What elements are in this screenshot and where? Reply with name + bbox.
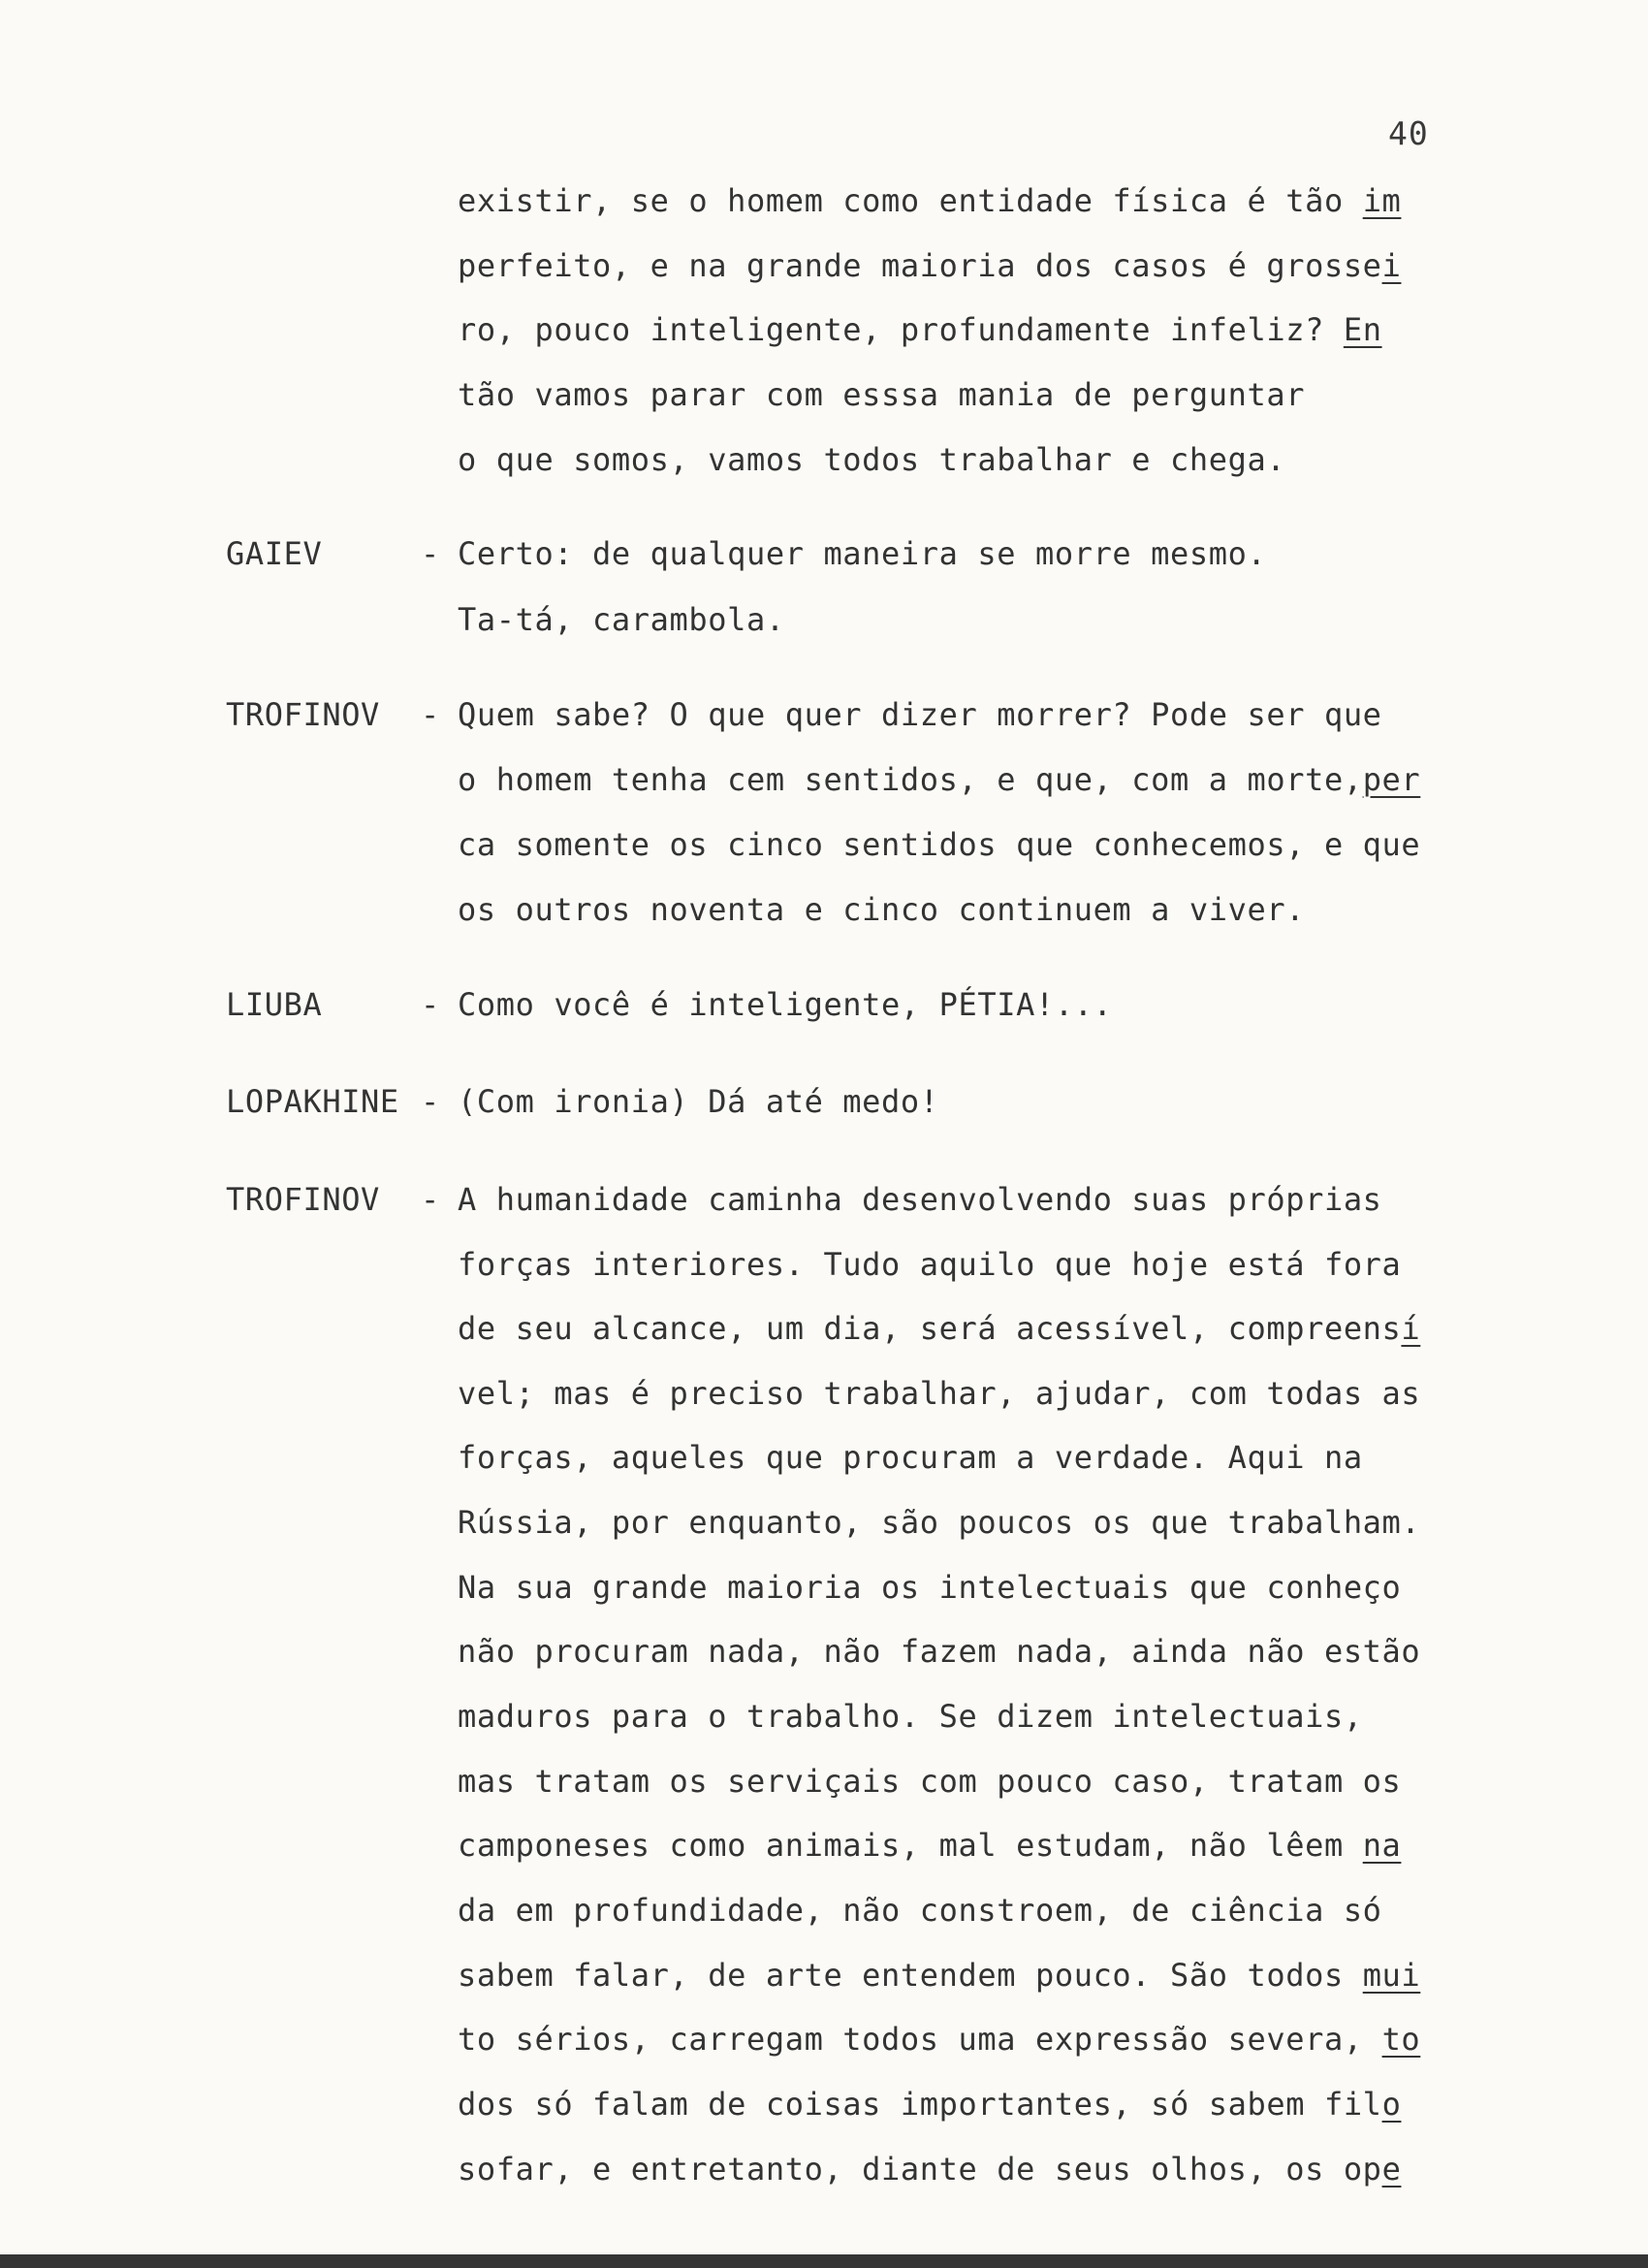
text-line: o homem tenha cem sentidos, e que, com a morte,per (458, 761, 1421, 798)
speaker-trofinov: TROFINOV (226, 696, 380, 733)
text-line: ro, pouco inteligente, profundamente infeliz? En (458, 311, 1382, 348)
dialogue-dash: - (421, 1083, 440, 1120)
text-line: Certo: de qualquer maneira se morre mesmo. (458, 535, 1267, 572)
speaker-liuba: LIUBA (226, 986, 323, 1023)
text-line: Rússia, por enquanto, são poucos os que trabalham. (458, 1504, 1421, 1541)
text-line: Ta-tá, carambola. (458, 601, 785, 638)
dialogue-dash: - (421, 696, 440, 733)
text-line: forças, aqueles que procuram a verdade. Aqui na (458, 1439, 1363, 1476)
text-line: dos só falam de coisas importantes, só sabem filo (458, 2086, 1402, 2123)
dialogue-dash: - (421, 1181, 440, 1218)
scan-bottom-edge (0, 2254, 1648, 2268)
text-line: Na sua grande maioria os intelectuais que conheço (458, 1569, 1402, 1606)
text-line: da em profundidade, não constroem, de ciência só (458, 1892, 1382, 1929)
dialogue-dash: - (421, 986, 440, 1023)
text-line: de seu alcance, um dia, será acessível, compreensí (458, 1310, 1421, 1347)
text-line: perfeito, e na grande maioria dos casos é grossei (458, 247, 1402, 284)
text-line: to sérios, carregam todos uma expressão severa, to (458, 2021, 1421, 2058)
speaker-trofinov: TROFINOV (226, 1181, 380, 1218)
text-line: tão vamos parar com esssa mania de perguntar (458, 376, 1306, 413)
page-number: 40 (1388, 114, 1429, 152)
text-line: ca somente os cinco sentidos que conhecemos, e que (458, 826, 1421, 863)
speaker-gaiev: GAIEV (226, 535, 323, 572)
speaker-lopakhine: LOPAKHINE (226, 1083, 399, 1120)
text-line: vel; mas é preciso trabalhar, ajudar, com todas as (458, 1375, 1421, 1412)
text-line: camponeses como animais, mal estudam, não lêem na (458, 1827, 1402, 1864)
text-line: não procuram nada, não fazem nada, ainda não estão (458, 1633, 1421, 1670)
text-line: sofar, e entretanto, diante de seus olhos, os ope (458, 2151, 1402, 2188)
dialogue-dash: - (421, 535, 440, 572)
text-line: A humanidade caminha desenvolvendo suas próprias (458, 1181, 1382, 1218)
text-line: forças interiores. Tudo aquilo que hoje está fora (458, 1246, 1402, 1283)
text-line: Quem sabe? O que quer dizer morrer? Pode ser que (458, 696, 1382, 733)
text-line: os outros noventa e cinco continuem a viver. (458, 891, 1306, 928)
text-line: mas tratam os serviçais com pouco caso, tratam os (458, 1763, 1402, 1800)
text-line: existir, se o homem como entidade física é tão im (458, 182, 1402, 219)
text-line: Como você é inteligente, PÉTIA!... (458, 986, 1113, 1023)
text-line: sabem falar, de arte entendem pouco. São todos mui (458, 1957, 1421, 1994)
text-line: maduros para o trabalho. Se dizem intelectuais, (458, 1698, 1363, 1735)
text-line: (Com ironia) Dá até medo! (458, 1083, 939, 1120)
text-line: o que somos, vamos todos trabalhar e chega. (458, 441, 1286, 478)
